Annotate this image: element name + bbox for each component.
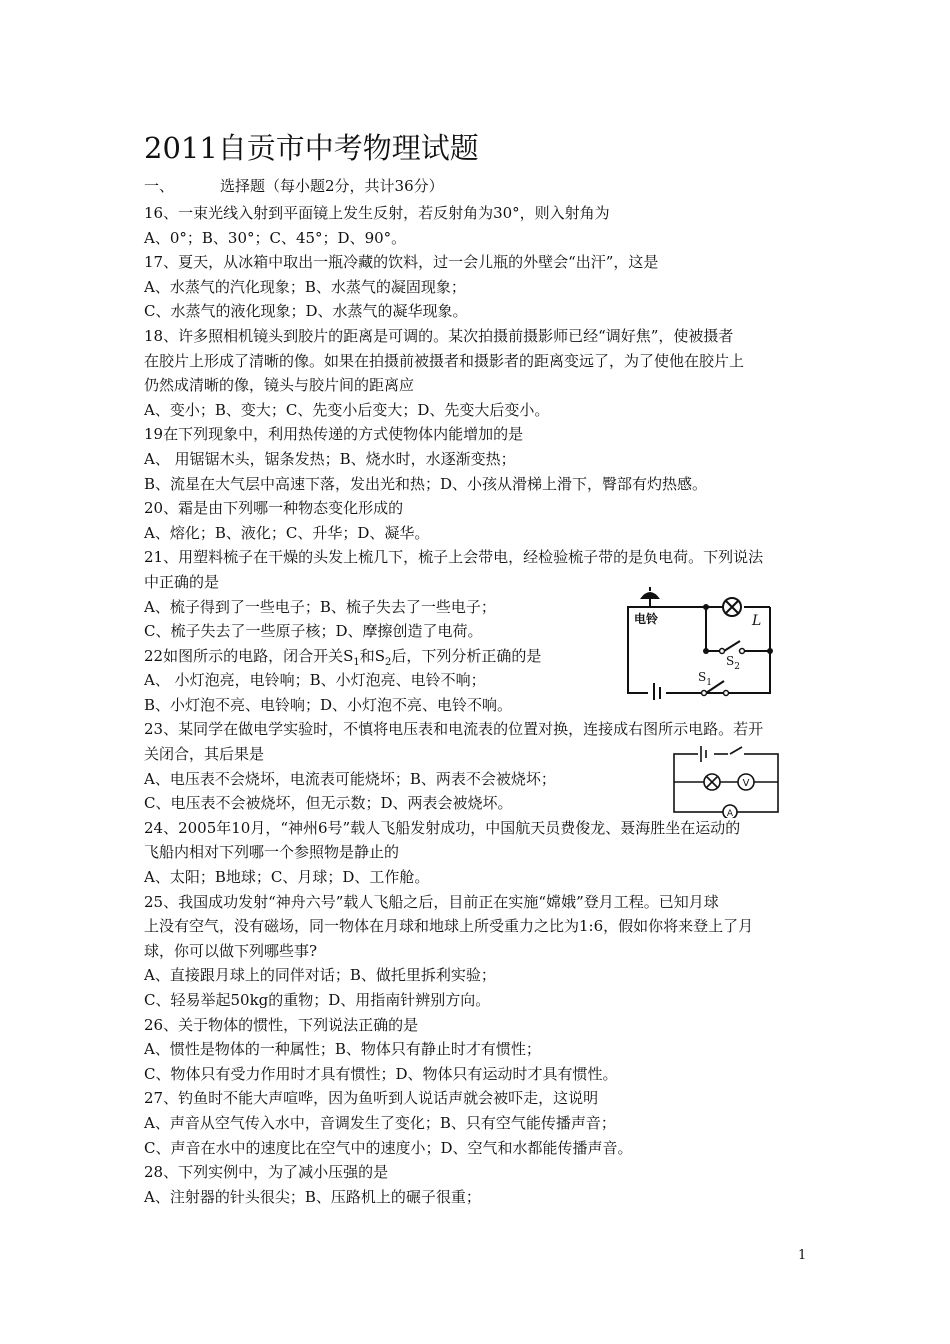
text-line: 中正确的是 <box>144 572 220 591</box>
text-line: A、 用锯锯木头，锯条发热；B、烧水时，水逐渐变热； <box>144 449 516 468</box>
text-line: 17、夏天，从冰箱中取出一瓶冷藏的饮料，过一会儿瓶的外壁会“出汗”，这是 <box>144 253 659 272</box>
circuit-diagram-bell-lamp <box>620 585 785 700</box>
text-line: C、电压表不会被烧坏，但无示数；D、两表会被烧坏。 <box>144 794 513 813</box>
text-line: 21、用塑料梳子在干燥的头发上梳几下，梳子上会带电，经检验梳子带的是负电荷。下列说法 <box>144 548 764 567</box>
text-line: A、惯性是物体的一种属性；B、物体只有静止时才有惯性； <box>144 1040 541 1059</box>
text-line: 19在下列现象中，利用热传递的方式使物体内能增加的是 <box>144 425 524 444</box>
text-line: 飞船内相对下列哪一个参照物是静止的 <box>144 843 400 862</box>
question-body <box>144 201 814 1209</box>
text-line: 在胶片上形成了清晰的像。如果在拍摄前被摄者和摄影者的距离变远了，为了使他在胶片上 <box>144 351 745 370</box>
page-number: 1 <box>798 1248 807 1263</box>
circuit-bell-lamp-svg <box>620 585 785 700</box>
text-line: 28、下列实例中，为了减小压强的是 <box>144 1163 389 1182</box>
text-line: A、变小；B、变大；C、先变小后变大；D、先变大后变小。 <box>144 400 550 419</box>
text-line: A、 小灯泡亮，电铃响；B、小灯泡亮、电铃不响； <box>144 671 486 690</box>
text-line: A、直接跟月球上的同伴对话；B、做托里拆利实验； <box>144 966 496 985</box>
circuit-meters-svg <box>668 742 786 818</box>
section-heading <box>144 176 444 196</box>
text-line: A、0°；B、30°；C、45°；D、90°。 <box>144 228 407 247</box>
circuit-diagram-meters <box>668 742 786 818</box>
text-line: B、小灯泡不亮、电铃响；D、小灯泡不亮、电铃不响。 <box>144 695 513 714</box>
section-number: 一、 <box>144 177 175 195</box>
text-line: A、电压表不会烧坏，电流表可能烧坏；B、两表不会被烧坏； <box>144 769 556 788</box>
text-line: 16、一束光线入射到平面镜上发生反射，若反射角为30°，则入射角为 <box>144 204 610 222</box>
text-line: 仍然成清晰的像，镜头与胶片间的距离应 <box>144 376 415 395</box>
text-line: 球，你可以做下列哪些事? <box>144 941 318 960</box>
text-line: A、梳子得到了一些电子；B、梳子失去了一些电子； <box>144 597 496 616</box>
text-line: C、轻易举起50kg的重物；D、用指南针辨别方向。 <box>144 991 491 1009</box>
text-line: 25、我国成功发射“神舟六号”载人飞船之后，目前正在实施“嫦娥”登月工程。已知月球 <box>144 892 719 911</box>
bell-label: 电铃 <box>634 612 659 626</box>
lamp-label: L <box>752 613 762 629</box>
text-line: A、水蒸气的汽化现象；B、水蒸气的凝固现象； <box>144 277 466 296</box>
q22-sub2: 2 <box>385 656 392 668</box>
text-line: A、声音从空气传入水中，音调发生了变化；B、只有空气能传播声音； <box>144 1113 616 1132</box>
q22-mid: 和S <box>359 646 386 665</box>
section-text: 选择题（每小题2分，共计36分） <box>220 177 444 195</box>
text-line: C、水蒸气的液化现象；D、水蒸气的凝华现象。 <box>144 302 468 321</box>
voltmeter-label: V <box>742 778 750 789</box>
text-line: C、梳子失去了一些原子核；D、摩擦创造了电荷。 <box>144 622 483 641</box>
text-line: 23、某同学在做电学实验时，不慎将电压表和电流表的位置对换，连接成右图所示电路。若开 <box>144 720 764 739</box>
text-line: C、物体只有受力作用时才具有惯性；D、物体只有运动时才具有惯性。 <box>144 1064 618 1083</box>
q22-suffix: 后，下列分析正确的是 <box>391 646 542 665</box>
s2-label: $S_2$ <box>726 654 740 672</box>
q22-prefix: 22如图所示的电路，闭合开关S <box>144 646 354 665</box>
text-line: B、流星在大气层中高速下落，发出光和热；D、小孩从滑梯上滑下，臀部有灼热感。 <box>144 474 708 493</box>
text-line: 24、2005年10月，“神州6号”载人飞船发射成功，中国航天员费俊龙、聂海胜坐在运动的 <box>144 818 741 837</box>
ammeter-label: A <box>726 809 734 818</box>
s1-label: $S_1$ <box>698 670 712 688</box>
page-title: 2011自贡市中考物理试题 <box>144 131 479 165</box>
text-line: 上没有空气，没有磁场，同一物体在月球和地球上所受重力之比为1:6，假如你将来登上了月 <box>144 917 754 936</box>
text-line: 18、许多照相机镜头到胶片的距离是可调的。某次拍摄前摄影师已经“调好焦”，使被摄者 <box>144 326 734 345</box>
text-line: C、声音在水中的速度比在空气中的速度小；D、空气和水都能传播声音。 <box>144 1138 633 1157</box>
text-line: 20、霜是由下列哪一种物态变化形成的 <box>144 499 404 518</box>
text-line: 27、钓鱼时不能大声喧哗，因为鱼听到人说话声就会被吓走，这说明 <box>144 1089 599 1108</box>
text-line: A、熔化；B、液化；C、升华；D、凝华。 <box>144 523 430 542</box>
text-line: 26、关于物体的惯性，下列说法正确的是 <box>144 1015 419 1034</box>
q22-sub1: 1 <box>353 656 360 668</box>
text-line: 关闭合，其后果是 <box>144 745 265 764</box>
text-line: A、注射器的针头很尖；B、压路机上的碾子很重； <box>144 1187 481 1206</box>
text-line: A、太阳；B地球；C、月球；D、工作舱。 <box>144 868 430 887</box>
